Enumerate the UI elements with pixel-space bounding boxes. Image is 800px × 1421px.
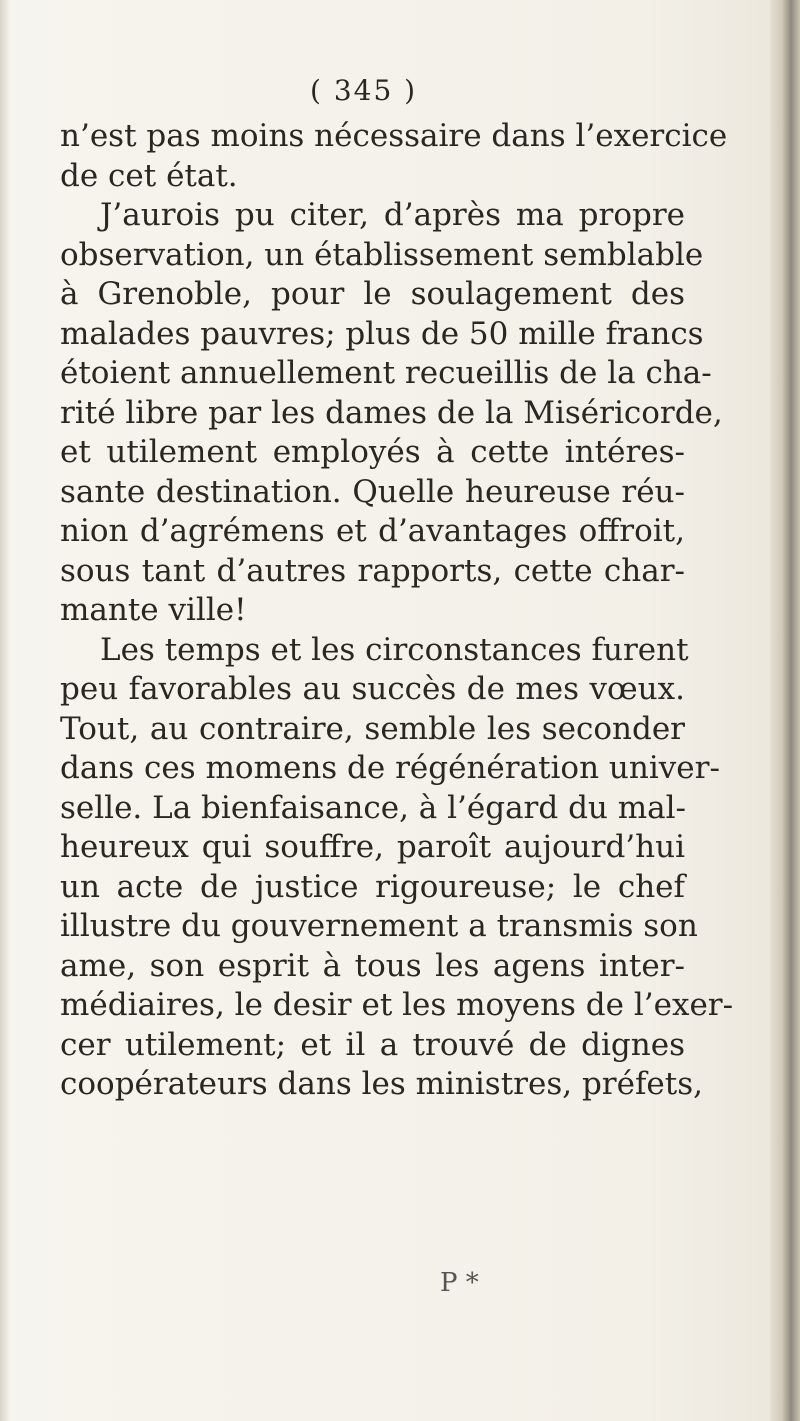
text-line: nion d’agrémens et d’avantages offroit,	[60, 513, 685, 549]
text-line: ame, son esprit à tous les agens inter-	[60, 947, 685, 984]
body-text	[60, 117, 734, 1105]
text-line: dans ces momens de régénération univer-	[60, 750, 720, 786]
text-line: de cet état.	[60, 157, 238, 194]
page-number: ( 345 )	[310, 74, 418, 107]
signature-mark: P *	[440, 1268, 479, 1298]
page-edge-shadow	[0, 0, 10, 1421]
text-line: peu favorables au succès de mes vœux.	[60, 671, 685, 707]
text-line: selle. La bienfaisance, à l’égard du mal-	[60, 789, 686, 826]
text-line: médiaires, le desir et les moyens de l’exer-	[60, 987, 734, 1023]
text-line: à Grenoble, pour le soulagement des	[60, 276, 685, 312]
text-line: rité libre par les dames de la Miséricorde,	[60, 394, 723, 431]
book-gutter	[770, 0, 800, 1421]
text-line: sante destination. Quelle heureuse réu-	[60, 473, 685, 510]
text-line: J’aurois pu citer, d’après ma propre	[100, 197, 685, 233]
text-line: cer utilement; et il a trouvé de dignes	[60, 1026, 685, 1063]
text-line: illustre du gouvernement a transmis son	[60, 908, 698, 944]
text-line: coopérateurs dans les ministres, préfets,	[60, 1066, 703, 1102]
text-line: Les temps et les circonstances furent	[100, 631, 689, 668]
text-line: et utilement employés à cette intéres-	[60, 434, 685, 470]
text-line: mante ville!	[60, 592, 247, 628]
text-line: un acte de justice rigoureuse; le chef	[60, 868, 685, 905]
text-line: observation, un établissement semblable	[60, 236, 704, 273]
text-line: Tout, au contraire, semble les seconder	[60, 710, 685, 747]
text-line: étoient annuellement recueillis de la cha-	[60, 355, 712, 391]
text-line: malades pauvres; plus de 50 mille francs	[60, 315, 704, 352]
text-line: heureux qui souffre, paroît aujourd’hui	[60, 829, 685, 865]
text-line: sous tant d’autres rapports, cette char-	[60, 552, 685, 589]
text-line: n’est pas moins nécessaire dans l’exercice	[60, 118, 728, 154]
